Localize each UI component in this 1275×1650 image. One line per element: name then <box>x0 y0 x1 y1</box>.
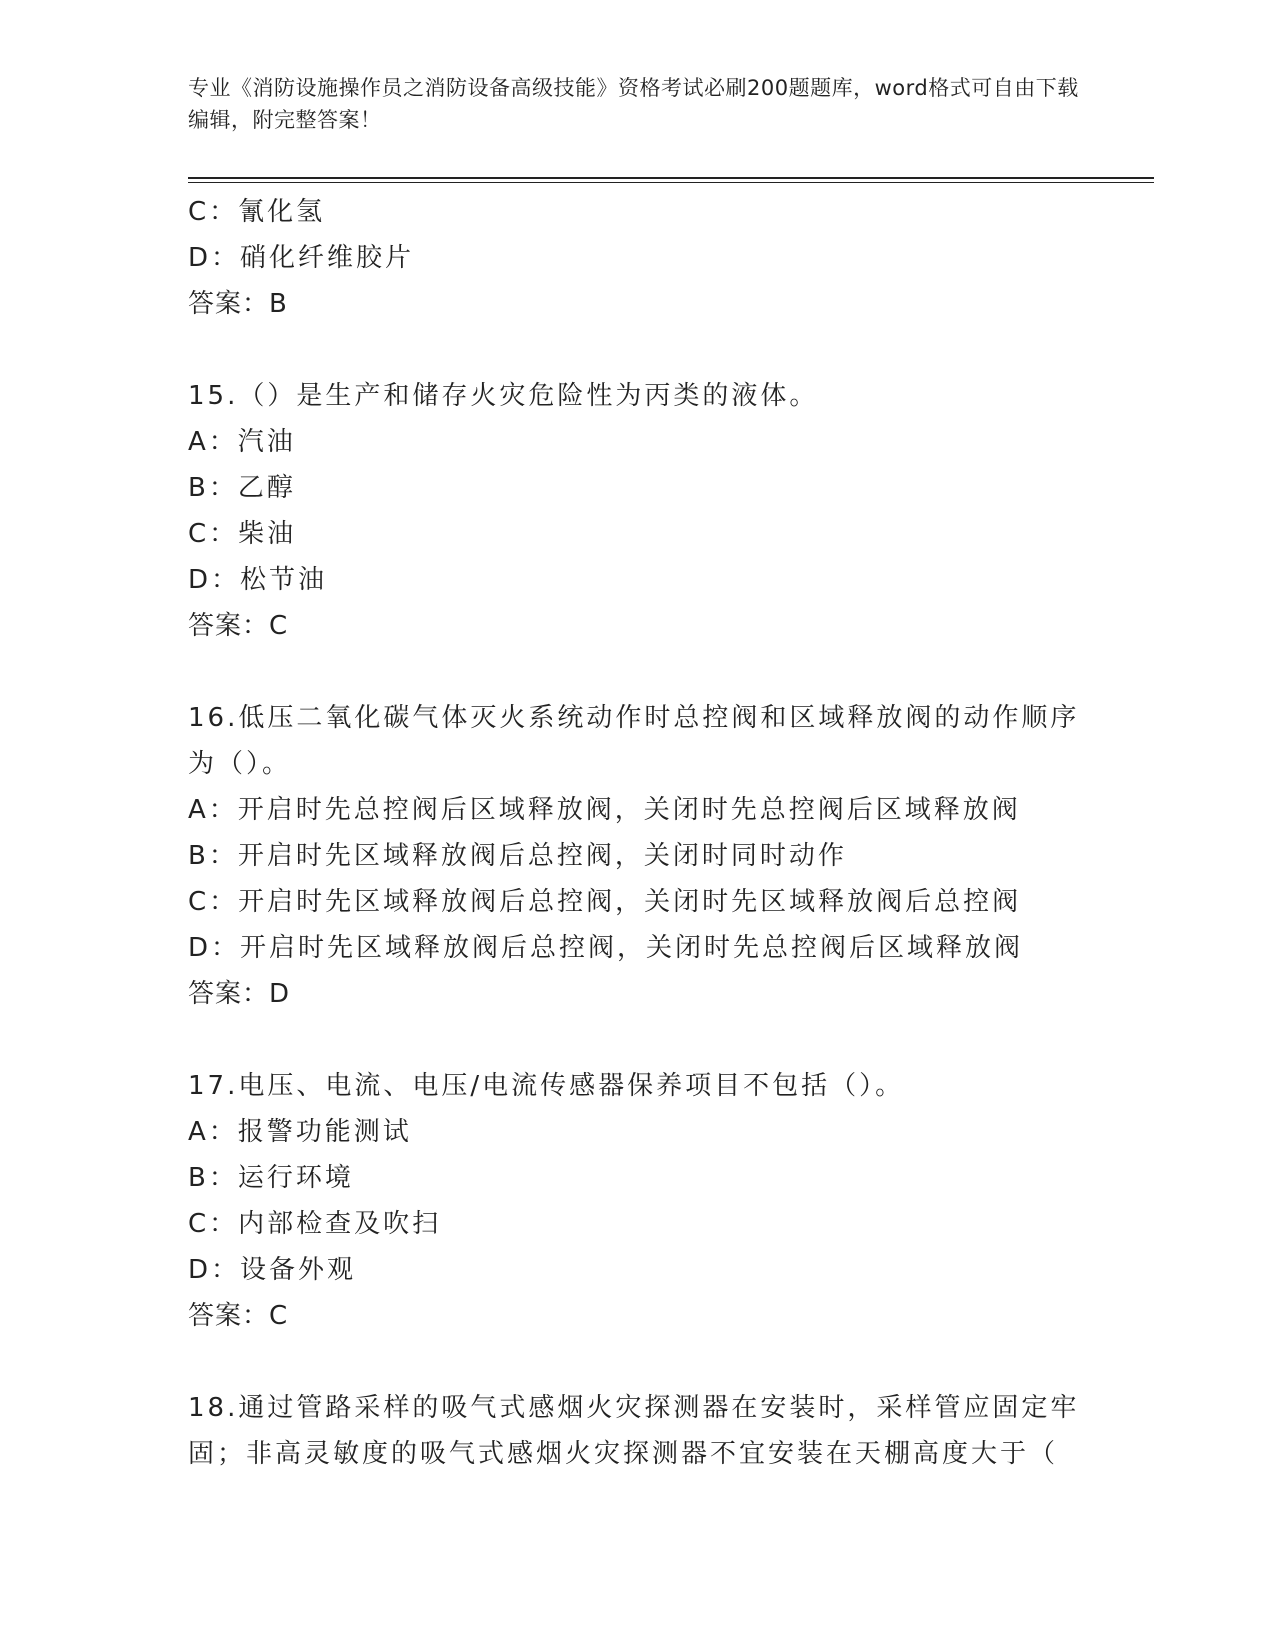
option-d: D：硝化纤维胶片 <box>188 243 415 273</box>
question-text: 17.电压、电流、电压/电流传感器保养项目不包括（）。 <box>188 1071 905 1101</box>
option-d: D：松节油 <box>188 565 328 595</box>
question-18 <box>188 1385 1088 1477</box>
option-d: D：设备外观 <box>188 1255 357 1285</box>
answer: 答案：C <box>188 1301 289 1331</box>
option-c: C：柴油 <box>188 519 297 549</box>
spacer <box>188 1017 1088 1063</box>
question-text-line-1: 18.通过管路采样的吸气式感烟火灾探测器在安装时，采样管应固定牢 <box>188 1393 1080 1423</box>
spacer <box>188 1339 1088 1385</box>
option-a: A：报警功能测试 <box>188 1117 412 1147</box>
option-b: B：开启时先区域释放阀后总控阀，关闭时同时动作 <box>188 841 847 871</box>
spacer <box>188 649 1088 695</box>
option-c: C：氰化氢 <box>188 197 326 227</box>
option-a: A：开启时先总控阀后区域释放阀，关闭时先总控阀后区域释放阀 <box>188 795 1021 825</box>
option-d: D：开启时先区域释放阀后总控阀，关闭时先总控阀后区域释放阀 <box>188 933 1024 963</box>
header-rule-thick <box>188 177 1154 179</box>
answer: 答案：D <box>188 979 291 1009</box>
header-rule-thin <box>188 182 1154 183</box>
question-17 <box>188 1063 1088 1339</box>
question-16 <box>188 695 1088 1017</box>
question-text: 15.（）是生产和储存火灾危险性为丙类的液体。 <box>188 381 819 411</box>
question-14-tail <box>188 189 1088 327</box>
question-text-line-1: 16.低压二氧化碳气体灭火系统动作时总控阀和区域释放阀的动作顺序 <box>188 703 1080 733</box>
question-15 <box>188 373 1088 649</box>
option-b: B：运行环境 <box>188 1163 354 1193</box>
question-list <box>188 189 1088 1477</box>
document-header: 专业《消防设施操作员之消防设备高级技能》资格考试必刷200题题库，word格式可自由下载编辑，附完整答案！ <box>188 76 1079 132</box>
answer: 答案：C <box>188 611 289 641</box>
option-b: B：乙醇 <box>188 473 296 503</box>
spacer <box>188 327 1088 373</box>
option-a: A：汽油 <box>188 427 296 457</box>
question-text-line-2: 固；非高灵敏度的吸气式感烟火灾探测器不宜安装在天棚高度大于（ <box>188 1439 1059 1469</box>
question-text-line-2: 为（）。 <box>188 749 292 779</box>
option-c: C：开启时先区域释放阀后总控阀，关闭时先区域释放阀后总控阀 <box>188 887 1022 917</box>
answer: 答案：B <box>188 289 288 319</box>
option-c: C：内部检查及吹扫 <box>188 1209 442 1239</box>
